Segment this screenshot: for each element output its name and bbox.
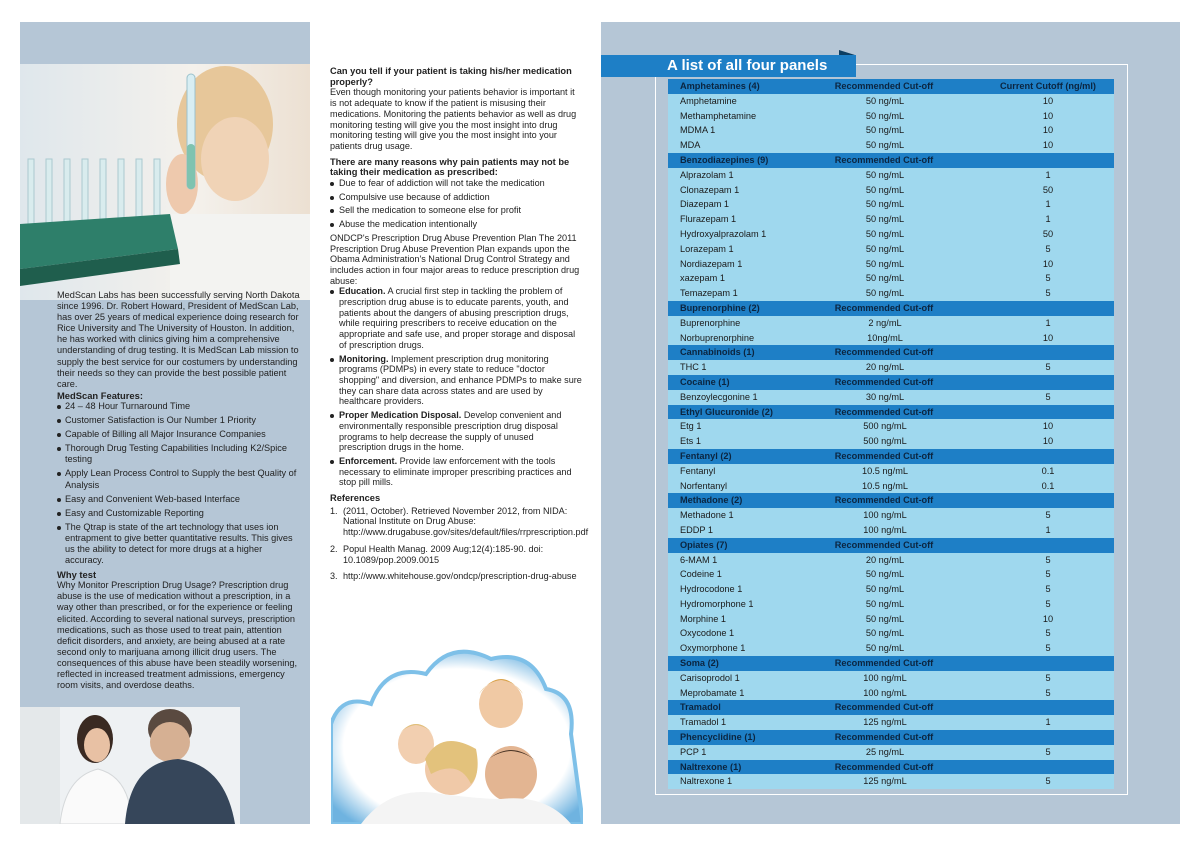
area-title: Proper Medication Disposal.	[339, 410, 462, 421]
drug-panel-table	[668, 79, 1114, 789]
drug-name-cell: 6-MAM 1	[680, 554, 718, 565]
drug-name-cell: Tramadol 1	[680, 717, 727, 728]
header-recommended-cutoff: Recommended Cut-off	[834, 81, 934, 91]
table-row	[668, 286, 1114, 301]
references-heading: References	[330, 493, 381, 504]
table-row	[668, 242, 1114, 257]
reason-item: Abuse the medication intentionally	[330, 219, 583, 230]
reference-item	[330, 571, 583, 582]
area-text: Develop convenient and environmentally responsible prescription drug disposal programs to help decrease the supply of unused prescription drugs in the home.	[339, 410, 562, 453]
table-group-header	[668, 449, 1114, 464]
table-row	[668, 686, 1114, 701]
recommended-cutoff-cell: 30 ng/mL	[865, 391, 905, 402]
table-row	[668, 464, 1114, 479]
group-name: Cocaine (1)	[680, 376, 730, 387]
current-cutoff-cell: 50	[1042, 184, 1054, 195]
recommended-cutoff-cell: 50 ng/mL	[865, 643, 905, 654]
drug-name-cell: THC 1	[680, 362, 707, 373]
current-cutoff-cell: 5	[1045, 643, 1051, 654]
table-group-header	[668, 345, 1114, 360]
reference-item	[330, 544, 583, 565]
drug-name-cell: Nordiazepam 1	[680, 258, 743, 269]
feature-item: Capable of Billing all Major Insurance Companies	[57, 429, 303, 440]
doctor-illustration	[20, 707, 240, 824]
question-heading: Can you tell if your patient is taking his/her medication properly?	[330, 66, 572, 87]
table-row	[668, 626, 1114, 641]
current-cutoff-cell: 10	[1042, 125, 1054, 136]
area-title: Education.	[339, 286, 386, 297]
area-text: Implement prescription drug monitoring programs (PDMPs) in every state to reduce "doctor shopping" and diversion, and enhance PDMPs to make sure they can share data across states and are used by healthcare providers.	[339, 353, 582, 407]
recommended-cutoff-cell: 50 ng/mL	[865, 184, 905, 195]
table-row	[668, 197, 1114, 212]
current-cutoff-cell: 10	[1042, 436, 1054, 447]
drug-name-cell: Methamphetamine	[680, 110, 757, 121]
reference-number: 2.	[330, 543, 338, 554]
drug-name-cell: Amphetamine	[680, 95, 737, 106]
table-row	[668, 360, 1114, 375]
reason-item: Sell the medication to someone else for profit	[330, 205, 583, 216]
table-group-header	[668, 493, 1114, 508]
table-group-header	[668, 730, 1114, 745]
group-name: Naltrexone (1)	[680, 761, 742, 772]
monitoring-paragraph: Even though monitoring your patients behavior is important it is not adequate to know if the patient is misusing their medications. Monitoring the patients behavior as well as drug monitoring testing will give you the most insight into drug monitoring testing will give you the most insight into your patients drug usage.	[330, 87, 577, 151]
group-name: Methadone (2)	[680, 495, 743, 506]
current-cutoff-cell: 10	[1042, 140, 1054, 151]
drug-name-cell: Lorazepam 1	[680, 243, 734, 254]
ondcp-paragraph: ONDCP's Prescription Drug Abuse Prevention Plan The 2011 Prescription Drug Abuse Prevention Plan expands upon the Obama Administration's National Drug Control Strategy and includes action in four major areas to reduce prescription drug abuse:	[330, 232, 580, 286]
header-recommended-cutoff: Recommended Cut-off	[834, 702, 934, 713]
table-row	[668, 567, 1114, 582]
areas-list	[330, 286, 583, 488]
feature-item: Apply Lean Process Control to Supply the best Quality of Analysis	[57, 468, 303, 490]
drug-name-cell: Oxymorphone 1	[680, 643, 746, 654]
group-name: Buprenorphine (2)	[680, 302, 760, 313]
current-cutoff-cell: 10	[1042, 421, 1054, 432]
header-recommended-cutoff: Recommended Cut-off	[834, 732, 934, 743]
left-text-block	[57, 290, 303, 691]
drug-name-cell: Flurazepam 1	[680, 214, 737, 225]
current-cutoff-cell: 5	[1045, 746, 1051, 757]
table-row	[668, 612, 1114, 627]
reference-item	[330, 505, 589, 538]
why-paragraph: Why Monitor Prescription Drug Usage? Prescription drug abuse is the use of medication without a prescription, in a way other than prescribed, or for the experience or feeling elicited. According to several national surveys, prescription medications, such as those used to treat pain, attention deficit disorders, and anxiety, are being abused at a rate second only to marijuana among illicit drug users. The consequences of this abuse have been steadily worsening, reflected in increased treatment admissions, emergency room visits, and overdose deaths.	[57, 580, 298, 691]
current-cutoff-cell: 5	[1045, 569, 1051, 580]
current-cutoff-cell: 5	[1045, 243, 1051, 254]
reference-number: 3.	[330, 571, 338, 582]
current-cutoff-cell: 5	[1045, 687, 1051, 698]
recommended-cutoff-cell: 100 ng/mL	[863, 672, 907, 683]
middle-text-block	[330, 66, 589, 588]
drug-name-cell: PCP 1	[680, 746, 707, 757]
recommended-cutoff-cell: 50 ng/mL	[865, 169, 905, 180]
current-cutoff-cell: 5	[1045, 362, 1051, 373]
current-cutoff-cell: 5	[1045, 598, 1051, 609]
recommended-cutoff-cell: 20 ng/mL	[865, 554, 905, 565]
lab-technician-illustration	[20, 64, 310, 300]
area-title: Monitoring.	[339, 353, 389, 364]
banner-fold	[839, 50, 855, 55]
reasons-heading: There are many reasons why pain patients may not be taking their medication as prescribed:	[330, 156, 570, 178]
table-group-header	[668, 760, 1114, 775]
feature-item: Thorough Drug Testing Capabilities Including K2/Spice testing	[57, 443, 303, 465]
drug-name-cell: Methadone 1	[680, 510, 734, 521]
drug-name-cell: Diazepam 1	[680, 199, 730, 210]
header-recommended-cutoff: Recommended Cut-off	[834, 376, 934, 387]
current-cutoff-cell: 10	[1042, 613, 1054, 624]
area-title: Enforcement.	[339, 455, 398, 466]
drug-name-cell: Morphine 1	[680, 613, 726, 624]
recommended-cutoff-cell: 500 ng/mL	[863, 421, 907, 432]
table-row	[668, 553, 1114, 568]
recommended-cutoff-cell: 50 ng/mL	[865, 569, 905, 580]
table-row	[668, 671, 1114, 686]
why-title: Why test	[57, 569, 97, 581]
reason-item: Compulsive use because of addiction	[330, 192, 583, 203]
current-cutoff-cell: 5	[1045, 628, 1051, 639]
drug-name-cell: Benzoylecgonine 1	[680, 391, 758, 402]
current-cutoff-cell: 0.1	[1041, 465, 1055, 476]
current-cutoff-cell: 1	[1045, 717, 1051, 728]
drug-name-cell: Hydrocodone 1	[680, 584, 743, 595]
panels-banner: A list of all four panels	[601, 55, 856, 77]
lab-technician-photo	[20, 64, 310, 300]
current-cutoff-cell: 1	[1045, 524, 1051, 535]
recommended-cutoff-cell: 50 ng/mL	[865, 273, 905, 284]
table-row	[668, 257, 1114, 272]
table-row	[668, 745, 1114, 760]
table-row	[668, 212, 1114, 227]
header-recommended-cutoff: Recommended Cut-off	[834, 450, 934, 461]
drug-name-cell: MDMA 1	[680, 125, 716, 136]
current-cutoff-cell: 50	[1042, 228, 1054, 239]
table-row	[668, 109, 1114, 124]
current-cutoff-cell: 1	[1045, 199, 1051, 210]
drug-name-cell: Buprenorphine	[680, 317, 741, 328]
group-name: Cannabinoids (1)	[680, 347, 755, 358]
reason-item: Due to fear of addiction will not take the medication	[330, 178, 583, 189]
feature-item: Easy and Convenient Web-based Interface	[57, 494, 303, 505]
table-group-header	[668, 700, 1114, 715]
drug-name-cell: Norfentanyl	[680, 480, 727, 491]
recommended-cutoff-cell: 10ng/mL	[867, 332, 903, 343]
header-recommended-cutoff: Recommended Cut-off	[834, 658, 934, 669]
current-cutoff-cell: 1	[1045, 214, 1051, 225]
group-name: Amphetamines (4)	[680, 81, 760, 91]
drug-name-cell: Ets 1	[680, 436, 701, 447]
table-group-header	[668, 656, 1114, 671]
current-cutoff-cell: 1	[1045, 317, 1051, 328]
drug-name-cell: Clonazepam 1	[680, 184, 740, 195]
recommended-cutoff-cell: 50 ng/mL	[865, 288, 905, 299]
recommended-cutoff-cell: 10.5 ng/mL	[862, 465, 908, 476]
drug-name-cell: Etg 1	[680, 421, 702, 432]
left-panel	[20, 22, 310, 824]
feature-item: The Qtrap is state of the art technology that uses ion entrapment to give better quantitative results. This gives us the ability to detect for more drugs at a higher accuracy.	[57, 522, 303, 566]
references-list	[330, 505, 589, 582]
recommended-cutoff-cell: 50 ng/mL	[865, 110, 905, 121]
intro-paragraph: MedScan Labs has been successfully serving North Dakota since 1996. Dr. Robert Howard, President of MedScan Lab, has over 25 years of medical experience doing research for Rice University and The University of Houston. In addition, he has worked with clinics giving him a comprehensive understanding of drug testing. It is MedScan Lab mission to supply the best service for our costumers by understanding their needs so they can provide the best possible patient care.	[57, 290, 300, 389]
feature-item: 24 – 48 Hour Turnaround Time	[57, 401, 303, 412]
header-recommended-cutoff: Recommended Cut-off	[834, 154, 934, 165]
current-cutoff-cell: 5	[1045, 288, 1051, 299]
recommended-cutoff-cell: 25 ng/mL	[865, 746, 905, 757]
group-name: Phencyclidine (1)	[680, 732, 756, 743]
current-cutoff-cell: 10	[1042, 110, 1054, 121]
table-row	[668, 508, 1114, 523]
current-cutoff-cell: 10	[1042, 258, 1054, 269]
table-row	[668, 419, 1114, 434]
area-item	[330, 410, 583, 453]
right-panel	[601, 22, 1180, 824]
drug-name-cell: Alprazolam 1	[680, 169, 734, 180]
area-item	[330, 286, 583, 350]
recommended-cutoff-cell: 100 ng/mL	[863, 687, 907, 698]
drug-name-cell: Oxycodone 1	[680, 628, 735, 639]
current-cutoff-cell: 10	[1042, 332, 1054, 343]
reference-text: Popul Health Manag. 2009 Aug;12(4):185-90. doi: 10.1089/pop.2009.0015	[343, 543, 544, 565]
recommended-cutoff-cell: 50 ng/mL	[865, 199, 905, 210]
header-current-cutoff: Current Cutoff (ng/ml)	[1000, 81, 1096, 91]
drug-name-cell: Meprobamate 1	[680, 687, 745, 698]
drug-name-cell: Norbuprenorphine	[680, 332, 755, 343]
table-row	[668, 331, 1114, 346]
recommended-cutoff-cell: 125 ng/mL	[863, 776, 907, 787]
family-photo	[331, 634, 583, 824]
table-group-header	[668, 79, 1114, 94]
drug-name-cell: Hydromorphone 1	[680, 598, 754, 609]
header-recommended-cutoff: Recommended Cut-off	[834, 302, 934, 313]
current-cutoff-cell: 5	[1045, 554, 1051, 565]
reference-text: (2011, October). Retrieved November 2012, from NIDA: National Institute on Drug Abuse: http://www.drugabuse.gov/sites/default/files/rrprescription.pdf	[343, 505, 589, 538]
drug-name-cell: Codeine 1	[680, 569, 722, 580]
table-group-header	[668, 153, 1114, 168]
recommended-cutoff-cell: 50 ng/mL	[865, 243, 905, 254]
drug-name-cell: Carisoprodol 1	[680, 672, 740, 683]
family-illustration	[331, 634, 583, 824]
table-row	[668, 168, 1114, 183]
table-group-header	[668, 405, 1114, 420]
recommended-cutoff-cell: 50 ng/mL	[865, 628, 905, 639]
header-recommended-cutoff: Recommended Cut-off	[834, 495, 934, 506]
drug-name-cell: Temazepam 1	[680, 288, 738, 299]
group-name: Ethyl Glucuronide (2)	[680, 406, 773, 417]
drug-name-cell: Naltrexone 1	[680, 776, 733, 787]
group-name: Soma (2)	[680, 658, 719, 669]
group-name: Tramadol	[680, 702, 721, 713]
recommended-cutoff-cell: 50 ng/mL	[865, 214, 905, 225]
table-row	[668, 523, 1114, 538]
drug-name-cell: MDA	[680, 140, 701, 151]
recommended-cutoff-cell: 100 ng/mL	[863, 524, 907, 535]
recommended-cutoff-cell: 10.5 ng/mL	[862, 480, 908, 491]
recommended-cutoff-cell: 50 ng/mL	[865, 125, 905, 136]
recommended-cutoff-cell: 50 ng/mL	[865, 598, 905, 609]
current-cutoff-cell: 0.1	[1041, 480, 1055, 491]
table-row	[668, 641, 1114, 656]
area-text: A crucial first step in tackling the problem of prescription drug abuse is to educate parents, youth, and patients about the dangers of abusing prescription drugs, while requiring prescribers to receive education on the appropriate and safe use, and proper storage and disposal of prescription drugs.	[339, 286, 576, 350]
recommended-cutoff-cell: 50 ng/mL	[865, 584, 905, 595]
header-recommended-cutoff: Recommended Cut-off	[834, 761, 934, 772]
table-row	[668, 715, 1114, 730]
table-row	[668, 123, 1114, 138]
recommended-cutoff-cell: 2 ng/mL	[868, 317, 902, 328]
reference-text: http://www.whitehouse.gov/ondcp/prescription-drug-abuse	[343, 571, 577, 582]
recommended-cutoff-cell: 50 ng/mL	[865, 228, 905, 239]
reference-number: 1.	[330, 505, 338, 516]
group-name: Fentanyl (2)	[680, 450, 732, 461]
current-cutoff-cell: 5	[1045, 584, 1051, 595]
table-row	[668, 183, 1114, 198]
current-cutoff-cell: 5	[1045, 273, 1051, 284]
current-cutoff-cell: 5	[1045, 776, 1051, 787]
current-cutoff-cell: 1	[1045, 169, 1051, 180]
drug-name-cell: EDDP 1	[680, 524, 714, 535]
header-recommended-cutoff: Recommended Cut-off	[834, 406, 934, 417]
drug-name-cell: Fentanyl	[680, 465, 716, 476]
area-text: Provide law enforcement with the tools necessary to eliminate improper prescribing practices and stop pill mills.	[339, 455, 572, 488]
features-title: MedScan Features:	[57, 389, 143, 401]
recommended-cutoff-cell: 50 ng/mL	[865, 613, 905, 624]
table-row	[668, 138, 1114, 153]
table-row	[668, 774, 1114, 789]
recommended-cutoff-cell: 50 ng/mL	[865, 140, 905, 151]
table-row	[668, 434, 1114, 449]
table-row	[668, 390, 1114, 405]
table-group-header	[668, 375, 1114, 390]
table-group-header	[668, 301, 1114, 316]
recommended-cutoff-cell: 500 ng/mL	[863, 436, 907, 447]
table-row	[668, 94, 1114, 109]
area-item	[330, 354, 583, 408]
drug-name-cell: xazepam 1	[680, 273, 725, 284]
table-row	[668, 582, 1114, 597]
recommended-cutoff-cell: 125 ng/mL	[863, 717, 907, 728]
table-row	[668, 479, 1114, 494]
header-recommended-cutoff: Recommended Cut-off	[834, 539, 934, 550]
table-row	[668, 271, 1114, 286]
current-cutoff-cell: 5	[1045, 510, 1051, 521]
recommended-cutoff-cell: 100 ng/mL	[863, 510, 907, 521]
recommended-cutoff-cell: 50 ng/mL	[865, 258, 905, 269]
reasons-list	[330, 178, 583, 230]
feature-item: Easy and Customizable Reporting	[57, 508, 303, 519]
features-list	[57, 401, 303, 566]
table-row	[668, 227, 1114, 242]
group-name: Opiates (7)	[680, 539, 728, 550]
current-cutoff-cell: 5	[1045, 391, 1051, 402]
current-cutoff-cell: 10	[1042, 95, 1054, 106]
table-group-header	[668, 538, 1114, 553]
feature-item: Customer Satisfaction is Our Number 1 Priority	[57, 415, 303, 426]
group-name: Benzodiazepines (9)	[680, 154, 769, 165]
drug-name-cell: Hydroxyalprazolam 1	[680, 228, 767, 239]
recommended-cutoff-cell: 20 ng/mL	[865, 362, 905, 373]
header-recommended-cutoff: Recommended Cut-off	[834, 347, 934, 358]
current-cutoff-cell: 5	[1045, 672, 1051, 683]
doctor-consultation-photo	[20, 707, 240, 824]
area-item	[330, 456, 583, 488]
table-row	[668, 316, 1114, 331]
middle-panel	[313, 22, 600, 824]
recommended-cutoff-cell: 50 ng/mL	[865, 95, 905, 106]
table-row	[668, 597, 1114, 612]
